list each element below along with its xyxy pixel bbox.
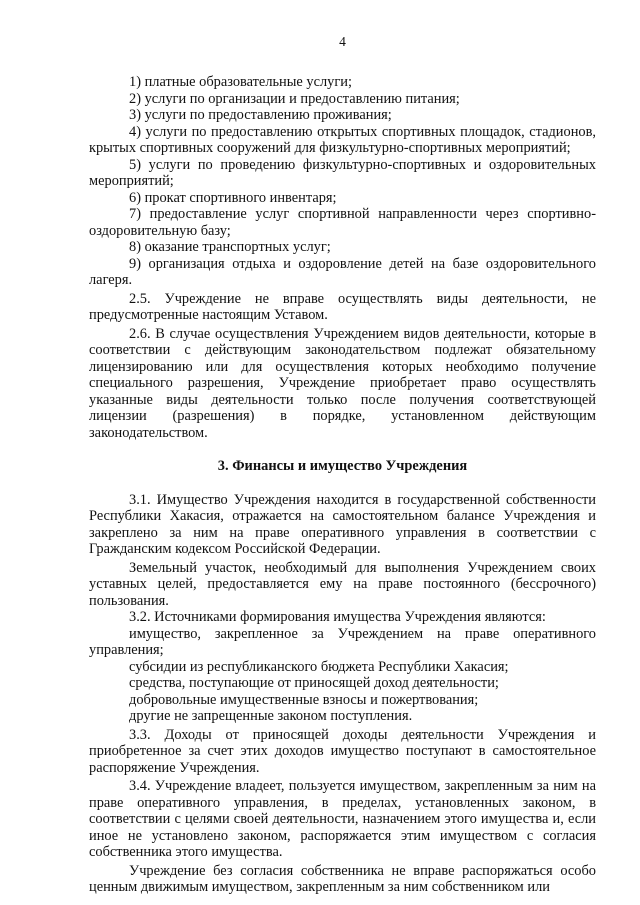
list-item-7: 7) предоставление услуг спортивной направленности через спортивно-оздоровительную базу;	[89, 206, 596, 239]
list-item-2: 2) услуги по организации и предоставлению питания;	[129, 90, 460, 107]
list-item-5: 5) услуги по проведению физкультурно-спортивных и оздоровительных мероприятий;	[89, 156, 596, 189]
list-item-3: 3) услуги по предоставлению проживания;	[129, 107, 392, 123]
clause-2-5: 2.5. Учреждение не вправе осуществлять виды деятельности, не предусмотренные настоящим Уставом.	[89, 290, 596, 323]
list-item-4: 4) услуги по предоставлению открытых спортивных площадок, стадионов, крытых спортивных сооружений для физкультурно-спортивных мероприятий;	[89, 123, 596, 156]
land-plot-paragraph: Земельный участок, необходимый для выполнения Учреждением своих уставных целей, предоставляется ему на праве постоянного (бессрочного) пользования.	[89, 559, 596, 609]
clause-3-2: 3.2. Источниками формирования имущества Учреждения являются:	[129, 609, 546, 625]
list-item-8: 8) оказание транспортных услуг;	[129, 239, 331, 255]
list-item-9: 9) организация отдыха и оздоровление детей на базе оздоровительного лагеря.	[89, 255, 596, 288]
clause-3-3: 3.3. Доходы от приносящей доходы деятельности Учреждения и приобретенное за счет этих доходов имущество поступают в самостоятельное распоряжение Учреждения.	[89, 726, 596, 776]
source-item-3: средства, поступающие от приносящей доход деятельности;	[129, 675, 499, 691]
source-item-1: имущество, закрепленное за Учреждением на праве оперативного управления;	[89, 625, 596, 658]
source-item-2: субсидии из республиканского бюджета Республики Хакасия;	[129, 658, 509, 675]
source-item-4: добровольные имущественные взносы и пожертвования;	[129, 691, 479, 708]
section-title: 3. Финансы и имущество Учреждения	[217, 458, 468, 474]
clause-3-1: 3.1. Имущество Учреждения находится в государственной собственности Республики Хакасия, отражается на самостоятельном балансе Учреждения и закреплено за ним на праве оперативного управления в соответствии с Гражданским кодексом Российской Федерации.	[89, 491, 596, 557]
final-paragraph: Учреждение без согласия собственника не вправе распоряжаться особо ценным движимым имуществом, закрепленным за ним собственником или	[89, 862, 596, 895]
page-number: 4	[339, 34, 346, 49]
source-item-5: другие не запрещенные законом поступления.	[129, 708, 413, 724]
clause-2-6: 2.6. В случае осуществления Учреждением видов деятельности, которые в соответствии с действующим законодательством подлежат обязательному лицензированию или для осуществления которых необходимо получение специального разрешения, Учреждение приобретает право осуществлять указанные виды деятельности только после получения соответствующей лицензии (разрешения) в порядке, установленном действующим законодательством.	[89, 325, 596, 441]
list-item-1: 1) платные образовательные услуги;	[129, 74, 352, 90]
list-item-6: 6) прокат спортивного инвентаря;	[129, 189, 337, 206]
clause-3-4: 3.4. Учреждение владеет, пользуется имуществом, закрепленным за ним на праве оперативного управления, в пределах, установленных законом, в соответствии с целями своей деятельности, назначением этого имущества и, если иное не установлено законом, распоряжается этим имуществом с согласия собственника этого имущества.	[89, 778, 596, 860]
